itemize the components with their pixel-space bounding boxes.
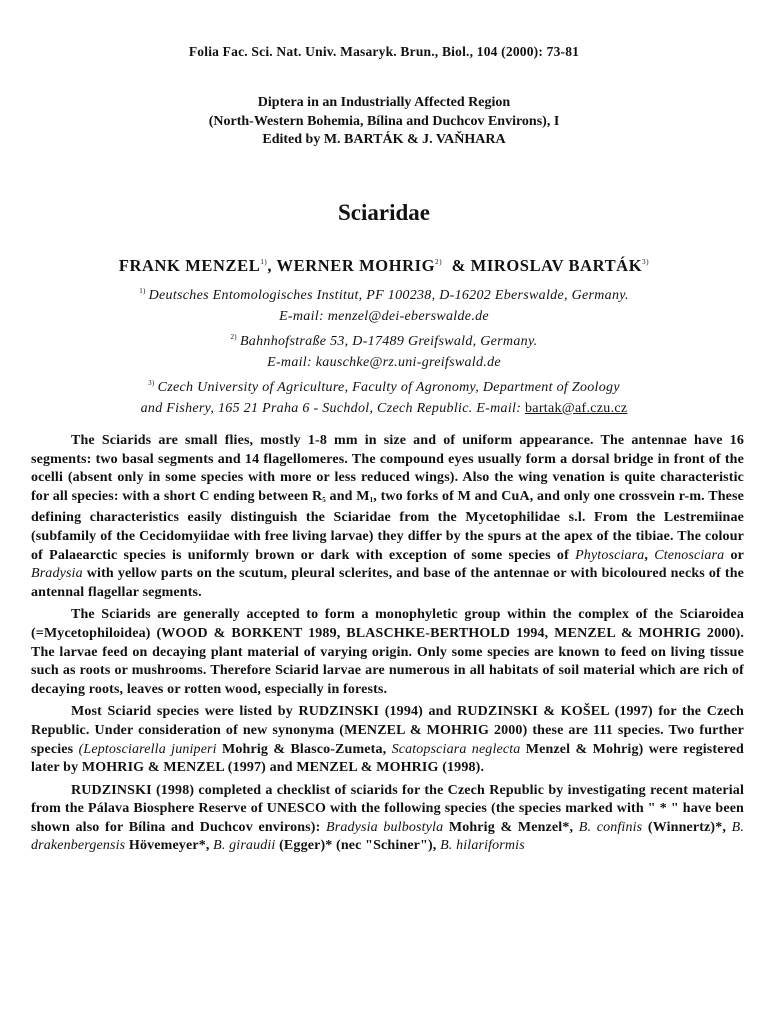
p1-text-a: The Sciarids are small flies, mostly 1-8 mm in size and of uniform appearance. The antennae have 16 segments: two basal segments and 14 flagellomeres. The compound eyes usually form a dorsal bridge in front of the ocelli (absent only in some species with more or less reduced wings). Also the wing venation is quite characteristic for all species: with a short C ending between R (31, 433, 744, 504)
affiliation-3-cont (40, 399, 728, 420)
series-subtitle: (North-Western Bohemia, Bílina and Duchcov Environs), I (208, 113, 560, 129)
affiliation-2-email: E-mail: kauschke@rz.uni-greifswald.de (267, 354, 501, 370)
p4-text-b: Mohrig & Menzel*, (443, 819, 579, 835)
paragraph-3 (31, 703, 744, 777)
paragraph-2: The Sciarids are generally accepted to form a monophyletic group within the complex of the Sciaroidea (=Mycetophiloidea) (WOOD & BORKENT 1989, BLASCHKE-BERTHOLD 1994, MENZEL & MOHRIG 2000). The larvae feed on decaying plant material of varying origin. Only some species are known to feed on living tissue such as roots or mushrooms. Therefore Sciarid larvae are numerous in all habitats of soil material which are rich of decaying roots, leaves or rotten wood, especially in forests. (31, 607, 744, 697)
p4-species-hilariformis: B. hilariformis (440, 838, 525, 854)
series-editors: Edited by M. BARTÁK & J. VAŇHARA (262, 132, 506, 147)
p4-species-giraudii: B. giraudii (213, 838, 276, 854)
author-mark-3: 3) (642, 258, 650, 266)
affiliation-mark-2: 2) (230, 333, 237, 341)
p4-text-e: (Egger)* (nec "Schiner"), (275, 838, 441, 854)
p4-text-c: (Winnertz)*, (642, 819, 732, 835)
p3-text-b: Mohrig & Blasco-Zumeta, (216, 741, 392, 757)
affiliation-1 (40, 281, 728, 307)
p1-species-phytosciara: Phytosciara (575, 547, 645, 563)
paragraph-1 (31, 432, 744, 602)
bartak-email-link[interactable]: bartak@af.czu.cz (525, 400, 628, 416)
affiliation-1-email: E-mail: menzel@dei-eberswalde.de (279, 308, 489, 324)
p1-subscript-r: 5 (322, 495, 326, 504)
p4-species-confinis: B. confinis (578, 819, 643, 835)
affiliations (40, 281, 728, 419)
journal-citation: Folia Fac. Sci. Nat. Univ. Masaryk. Brun., Biol., 104 (2000): 73-81 (188, 44, 580, 59)
p1-text-d: , (644, 547, 655, 563)
p1-text-e: or (724, 547, 744, 563)
paragraph-4 (31, 782, 744, 856)
p1-species-ctenosciara: Ctenosciara (654, 547, 725, 563)
p1-subscript-m: 1 (369, 495, 374, 504)
affiliation-3-text: Czech University of Agriculture, Faculty of Agronomy, Department of Zoology (157, 380, 620, 395)
p3-text-c: Menzel & Mohrig) were registered later by MOHRIG & MENZEL (1997) and MENZEL & MOHRIG (1998). (31, 741, 744, 776)
author-menzel: FRANK MENZEL (118, 256, 261, 275)
p4-text-a: RUDZINSKI (1998) completed a checklist of sciarids for the Czech Republic by investigating recent material from the Pálava Biosphere Reserve of UNESCO with the following species (the species marked with " * " have been shown also for Bílina and Duchcov environs): (31, 782, 744, 835)
affiliation-1-text: Deutsches Entomologisches Institut, PF 100238, D-16202 Eberswalde, Germany. (148, 288, 629, 303)
p3-species-scatopsciara: Scatopsciara neglecta (391, 741, 521, 757)
series-title: Diptera in an Industrially Affected Region (257, 95, 511, 110)
affiliation-2-text: Bahnhofstraße 53, D-17489 Greifswald, Germany. (239, 334, 538, 349)
affiliation-2 (40, 327, 728, 353)
p3-species-leptosciarella: (Leptosciarella juniperi (78, 741, 217, 757)
series-heading (0, 94, 768, 150)
p4-species-bulbostyla: Bradysia bulbostyla (326, 819, 444, 835)
author-line (0, 256, 768, 276)
p1-text-b: and M (325, 488, 370, 504)
p1-text-f: with yellow parts on the scutum, pleural sclerites, and base of the antennae or with bicoloured necks of the antennal flagellar segments. (31, 566, 744, 600)
author-mohrig: , WERNER MOHRIG (267, 256, 436, 275)
p4-text-d: Hövemeyer*, (125, 838, 214, 854)
affiliation-mark-1: 1) (139, 287, 146, 295)
p1-text-c: , two forks of M and CuA, and only one crossvein r-m. These defining characteristics easily distinguish the Sciaridae from the Mycetophilidae s.l. From the Lestremiinae (subfamily of the Cecidomyiidae with free living larvae) they differ by the spurs at the apex of the tibiae. The colour of Palaearctic species is uniformly brown or dark with exception of some species of (31, 488, 744, 563)
p3-text-a: Most Sciarid species were listed by RUDZINSKI (1994) and RUDZINSKI & KOŠEL (1997) for the Czech Republic. Under consideration of new synonyma (MENZEL & MOHRIG 2000) these are 111 species. Two further species (31, 704, 744, 757)
p1-species-bradysia: Bradysia (31, 566, 83, 582)
p4-species-drakenbergensis: B. drakenbergensis (31, 819, 744, 854)
author-mark-1: 1) (260, 258, 268, 266)
author-mark-2: 2) (435, 258, 443, 266)
article-title: Sciaridae (338, 200, 430, 225)
affiliation-3 (40, 373, 728, 399)
affiliation-3-text-cont: and Fishery, 165 21 Praha 6 - Suchdol, Czech Republic. E-mail: (140, 400, 525, 416)
affiliation-mark-3: 3) (148, 379, 155, 387)
author-bartak: & MIROSLAV BARTÁK (442, 256, 643, 275)
article-body (31, 432, 744, 860)
